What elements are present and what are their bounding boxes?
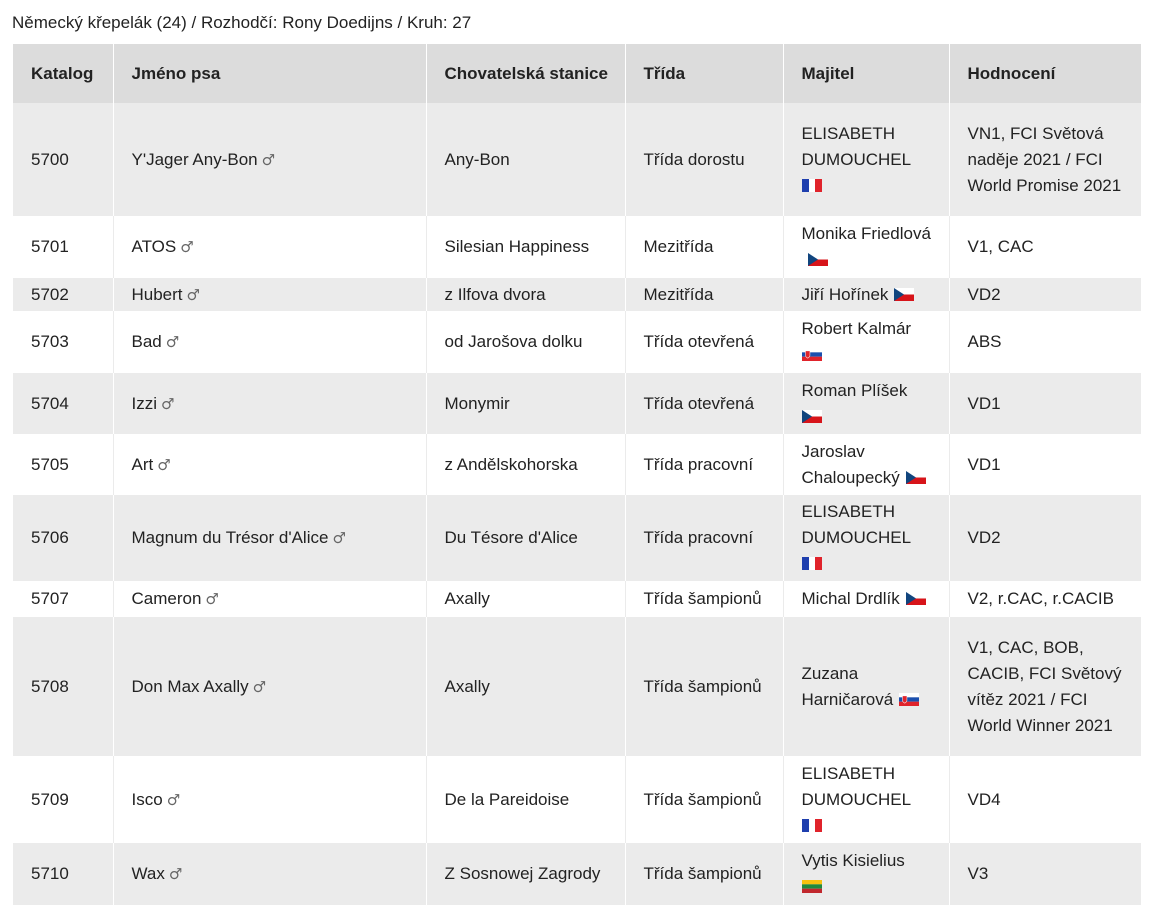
table-row [13,617,1141,756]
kennel-cell: z Ilfova dvora [426,278,625,311]
flag-sk-icon [899,693,919,706]
owner-name: ELISABETH DUMOUCHEL [801,502,912,547]
column-header-catalog: Katalog [31,63,94,83]
catalog-cell: 5704 [31,393,69,413]
owner-cell [783,103,949,216]
owner-cell [783,756,949,843]
dog-name-cell [113,216,426,278]
dog-name: Bad [131,332,162,351]
kennel-cell: Axally [426,581,625,617]
catalog-cell: 5705 [31,454,69,474]
male-icon: ♂ [252,677,267,696]
male-icon: ♂ [180,238,194,256]
class-cell: Třída pracovní [625,434,783,495]
dog-name-cell [113,843,426,905]
dog-name: Izzi [131,393,157,413]
flag-fr-icon [802,557,822,570]
column-header-owner: Majitel [783,44,949,103]
owner-cell [783,581,949,617]
dog-name-cell [113,581,426,617]
owner-name: ELISABETH DUMOUCHEL [801,123,912,169]
rating-cell: V2, r.CAC, r.CACIB [949,581,1141,617]
column-header-class: Třída [625,44,783,103]
flag-fr-icon [802,819,822,832]
owner-cell [783,373,949,434]
rating-cell: V1, CAC [949,216,1141,278]
flag-cz-icon [808,253,828,266]
owner-cell [783,278,949,311]
table-row [13,278,1141,311]
kennel-cell: De la Pareidoise [426,756,625,843]
rating-cell: VD1 [949,373,1141,434]
class-cell: Třída otevřená [625,373,783,434]
flag-lt-icon [802,880,822,893]
flag-cz-icon [894,288,914,301]
table-row [13,434,1141,495]
owner-name: ELISABETH DUMOUCHEL [801,763,912,809]
catalog-cell: 5706 [31,528,69,547]
dog-name: Magnum du Trésor d'Alice [131,528,329,547]
class-cell: Třída šampionů [625,581,783,617]
dog-name-cell [113,311,426,373]
dog-name: Hubert [131,284,183,304]
rating-cell: ABS [949,311,1141,373]
header-row [13,44,1141,103]
dog-name: ATOS [131,237,177,256]
table-row [13,216,1141,278]
results-table [13,44,1141,905]
table-row [13,843,1141,905]
column-header-kennel: Chovatelská stanice [426,44,625,103]
kennel-cell: Any-Bon [426,103,625,216]
kennel-cell: Axally [426,617,625,756]
table-row [13,311,1141,373]
catalog-cell: 5708 [31,676,69,696]
table-row [13,103,1141,216]
dog-name: Art [131,454,154,474]
owner-name: Zuzana Harničarová [801,663,894,709]
owner-name: Vytis Kisielius [801,851,905,870]
flag-cz-icon [906,592,926,605]
rating-cell: VD2 [949,495,1141,581]
owner-name: Jaroslav Chaloupecký [801,441,900,487]
rating-cell: VD2 [949,278,1141,311]
rating-cell: V3 [949,843,1141,905]
table-row [13,495,1141,581]
class-cell: Třída otevřená [625,311,783,373]
male-icon: ♂ [157,455,171,474]
class-cell: Třída šampionů [625,756,783,843]
dog-name-cell [113,103,426,216]
class-cell: Třída pracovní [625,495,783,581]
class-cell: Třída šampionů [625,617,783,756]
flag-cz-icon [802,410,822,423]
class-cell: Třída dorostu [625,103,783,216]
dog-name: Cameron [131,589,202,608]
dog-name-cell [113,278,426,311]
table-row [13,756,1141,843]
catalog-cell: 5701 [31,237,69,256]
flag-sk-icon [802,348,822,361]
catalog-cell: 5702 [31,284,69,304]
owner-cell [783,311,949,373]
dog-name-cell [113,373,426,434]
class-cell: Mezitřída [625,216,783,278]
class-cell: Třída šampionů [625,843,783,905]
male-icon: ♂ [186,285,200,304]
table-body [13,103,1141,905]
kennel-cell: Silesian Happiness [426,216,625,278]
owner-cell [783,216,949,278]
dog-name: Y'Jager Any-Bon [131,149,258,169]
kennel-cell: od Jarošova dolku [426,311,625,373]
owner-name: Michal Drdlík [801,589,900,608]
rating-cell: VD1 [949,434,1141,495]
male-icon: ♂ [261,150,276,169]
table-row [13,373,1141,434]
dog-name-cell [113,756,426,843]
male-icon: ♂ [161,394,175,413]
dog-name-cell [113,495,426,581]
male-icon: ♂ [205,590,219,608]
catalog-cell: 5703 [31,332,69,351]
male-icon: ♂ [168,865,183,883]
column-header-dog-name: Jméno psa [113,44,426,103]
male-icon: ♂ [166,790,181,809]
owner-cell [783,495,949,581]
rating-cell: VD4 [949,756,1141,843]
kennel-cell: Du Tésore d'Alice [426,495,625,581]
dog-name-cell [113,434,426,495]
table-header [13,44,1141,103]
catalog-cell: 5707 [31,589,69,608]
dog-name: Isco [131,789,163,809]
owner-cell [783,843,949,905]
flag-fr-icon [802,179,822,192]
dog-name: Wax [131,864,165,883]
column-header-rating: Hodnocení [949,44,1141,103]
owner-cell [783,617,949,756]
catalog-cell: 5700 [31,149,69,169]
owner-name: Monika Friedlová [801,224,931,243]
rating-cell: VN1, FCI Světová naděje 2021 / FCI World Promise 2021 [949,103,1141,216]
male-icon: ♂ [165,333,180,351]
kennel-cell: Monymir [426,373,625,434]
kennel-cell: z Andělskohorska [426,434,625,495]
owner-name: Jiří Hořínek [801,284,889,304]
catalog-cell: 5709 [31,789,69,809]
owner-cell [783,434,949,495]
owner-name: Robert Kalmár [801,319,912,338]
dog-name: Don Max Axally [131,676,249,696]
owner-name: Roman Plíšek [801,380,908,400]
dog-name-cell [113,617,426,756]
catalog-cell: 5710 [31,864,69,883]
ring-heading: Německý křepelák (24) / Rozhodčí: Rony Doedijns / Kruh: 27 [12,13,472,32]
table-row [13,581,1141,617]
male-icon: ♂ [332,529,346,547]
kennel-cell: Z Sosnowej Zagrody [426,843,625,905]
class-cell: Mezitřída [625,278,783,311]
flag-cz-icon [906,471,926,484]
rating-cell: V1, CAC, BOB, CACIB, FCI Světový vítěz 2021 / FCI World Winner 2021 [949,617,1141,756]
